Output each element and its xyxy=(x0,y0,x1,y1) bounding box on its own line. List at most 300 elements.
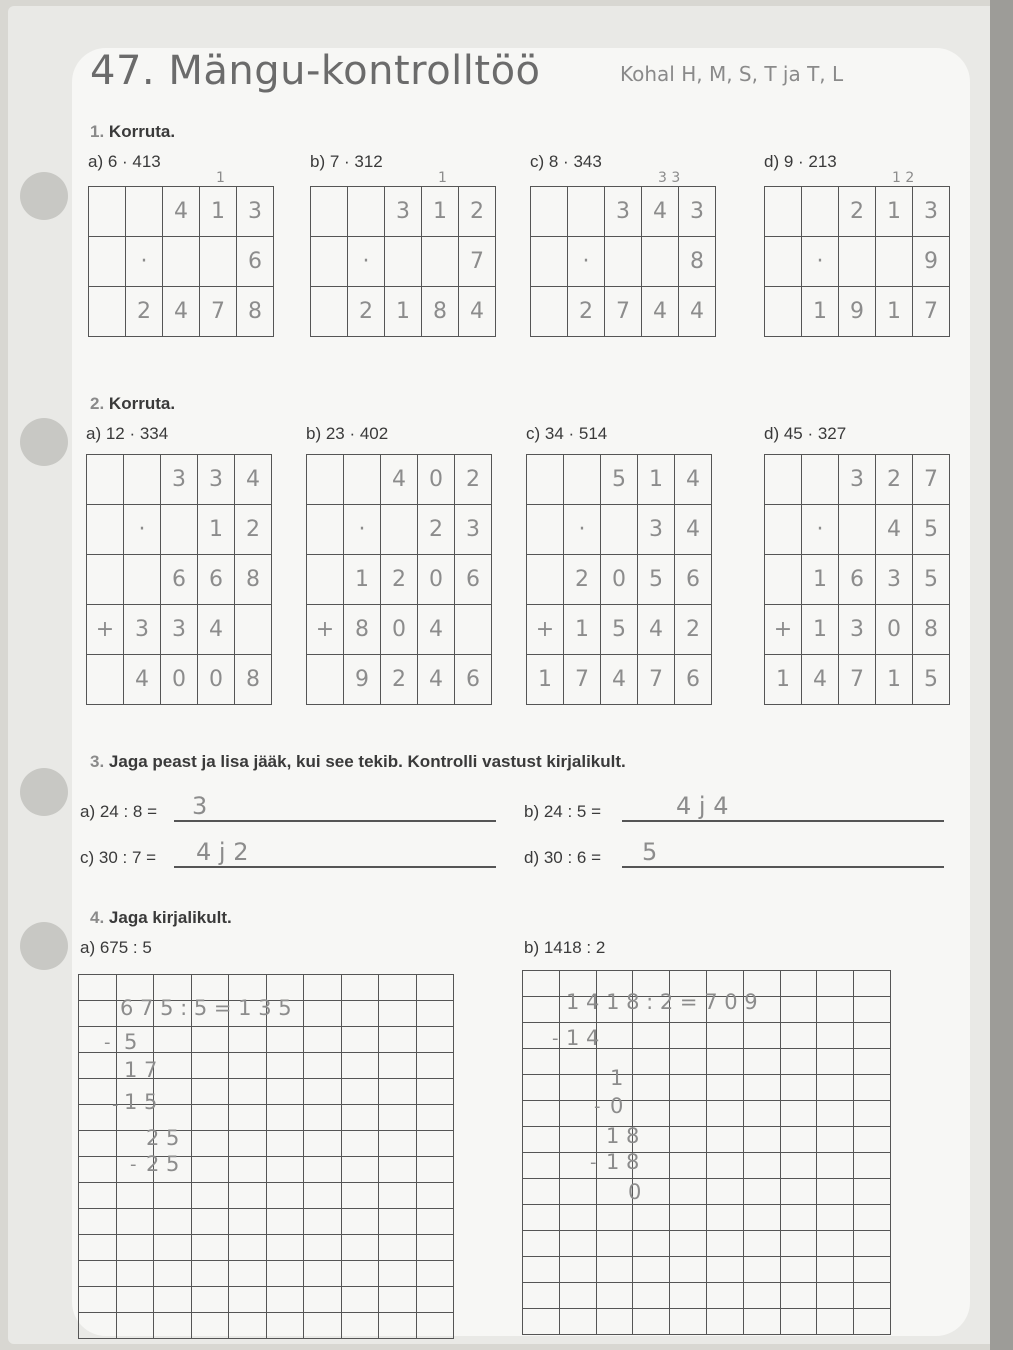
grid-cell xyxy=(124,555,161,605)
division-step-4a: 2 5 xyxy=(146,1126,180,1150)
grid-cell xyxy=(379,1027,417,1053)
grid-cell: 4 xyxy=(459,287,496,337)
grid-cell xyxy=(200,237,237,287)
grid-cell xyxy=(307,555,344,605)
grid-cell xyxy=(126,187,163,237)
grid-cell: 1 xyxy=(527,655,564,705)
minus-sign: - xyxy=(104,1032,111,1053)
grid-cell: 8 xyxy=(913,605,950,655)
grid-cell xyxy=(342,1183,380,1209)
grid-cell xyxy=(417,1053,455,1079)
grid-cell xyxy=(379,1157,417,1183)
grid-cell: + xyxy=(307,605,344,655)
grid-cell xyxy=(560,1205,597,1231)
grid-cell xyxy=(79,1157,117,1183)
grid-cell xyxy=(744,1231,781,1257)
grid-cell: 3 xyxy=(161,455,198,505)
multiplication-grid-2d xyxy=(764,454,950,705)
grid-cell xyxy=(422,237,459,287)
grid-cell xyxy=(527,455,564,505)
grid-cell xyxy=(707,1049,744,1075)
punch-hole xyxy=(20,418,68,466)
grid-cell: 1 xyxy=(385,287,422,337)
grid-cell xyxy=(229,1261,267,1287)
grid-cell xyxy=(379,1235,417,1261)
grid-cell xyxy=(523,997,560,1023)
minus-sign: - xyxy=(590,1152,597,1173)
grid-cell xyxy=(707,1101,744,1127)
grid-cell xyxy=(765,455,802,505)
grid-cell: 7 xyxy=(605,287,642,337)
grid-cell xyxy=(765,505,802,555)
grid-cell xyxy=(802,187,839,237)
grid-cell: 6 xyxy=(198,555,235,605)
grid-cell xyxy=(560,1257,597,1283)
grid-cell xyxy=(523,1153,560,1179)
grid-cell: 1 xyxy=(876,287,913,337)
grid-cell: · xyxy=(564,505,601,555)
grid-cell xyxy=(633,1283,670,1309)
grid-cell xyxy=(304,1235,342,1261)
division-step-4a: 1 5 xyxy=(124,1090,158,1114)
grid-cell xyxy=(379,1079,417,1105)
grid-cell xyxy=(854,1309,891,1335)
grid-cell: 5 xyxy=(913,555,950,605)
multiplication-grid-2c xyxy=(526,454,712,705)
grid-cell xyxy=(802,455,839,505)
grid-cell xyxy=(304,1157,342,1183)
punch-hole xyxy=(20,922,68,970)
grid-cell xyxy=(304,1209,342,1235)
grid-cell xyxy=(670,1101,707,1127)
page-edge xyxy=(990,0,1013,1350)
grid-cell xyxy=(781,997,818,1023)
grid-cell xyxy=(304,1261,342,1287)
section-1-heading: 1. Korruta. xyxy=(90,122,176,141)
grid-cell xyxy=(523,971,560,997)
grid-cell xyxy=(597,1205,634,1231)
minus-sign: - xyxy=(130,1154,137,1175)
grid-cell xyxy=(342,1287,380,1313)
grid-cell xyxy=(229,1209,267,1235)
grid-cell xyxy=(744,1283,781,1309)
grid-cell xyxy=(342,1001,380,1027)
grid-cell xyxy=(854,1257,891,1283)
task-2a-label: a) 12 · 334 xyxy=(86,424,169,443)
grid-cell xyxy=(304,1183,342,1209)
minus-sign: - xyxy=(112,1094,119,1115)
grid-cell: 8 xyxy=(679,237,716,287)
grid-cell xyxy=(707,1179,744,1205)
grid-cell xyxy=(304,1287,342,1313)
grid-cell xyxy=(417,1287,455,1313)
section-4-heading: 4. Jaga kirjalikult. xyxy=(90,908,232,927)
grid-cell xyxy=(633,1075,670,1101)
division-step-4b: 1 4 1 8 : 2 = 7 0 9 xyxy=(566,990,758,1014)
grid-cell: 2 xyxy=(235,505,272,555)
grid-cell: · xyxy=(126,237,163,287)
grid-cell xyxy=(817,997,854,1023)
grid-cell xyxy=(670,1205,707,1231)
grid-cell xyxy=(707,1283,744,1309)
grid-cell xyxy=(523,1101,560,1127)
grid-cell: 7 xyxy=(459,237,496,287)
grid-cell: 7 xyxy=(638,655,675,705)
grid-cell: 1 xyxy=(876,187,913,237)
grid-cell xyxy=(707,1309,744,1335)
grid-cell xyxy=(854,1283,891,1309)
grid-cell xyxy=(781,1231,818,1257)
grid-cell xyxy=(817,971,854,997)
grid-cell xyxy=(154,1183,192,1209)
grid-cell xyxy=(267,1287,305,1313)
grid-cell xyxy=(417,1079,455,1105)
grid-cell: 6 xyxy=(161,555,198,605)
grid-cell: 4 xyxy=(675,505,712,555)
grid-cell xyxy=(163,237,200,287)
grid-cell xyxy=(342,1235,380,1261)
grid-cell: 3 xyxy=(237,187,274,237)
task-2c-label: c) 34 · 514 xyxy=(526,424,608,443)
grid-cell: 7 xyxy=(564,655,601,705)
task-1c-label: c) 8 · 343 xyxy=(530,152,602,171)
grid-cell xyxy=(597,1231,634,1257)
grid-cell xyxy=(79,1131,117,1157)
grid-cell xyxy=(564,455,601,505)
grid-cell xyxy=(117,1235,155,1261)
grid-cell xyxy=(154,1209,192,1235)
grid-cell xyxy=(527,505,564,555)
grid-cell xyxy=(417,1001,455,1027)
grid-cell xyxy=(192,1053,230,1079)
minus-sign: - xyxy=(552,1028,559,1049)
grid-cell xyxy=(854,1205,891,1231)
grid-cell: 4 xyxy=(638,605,675,655)
grid-cell: 9 xyxy=(344,655,381,705)
grid-cell: 1 xyxy=(876,655,913,705)
grid-cell xyxy=(781,1283,818,1309)
grid-cell: 2 xyxy=(381,555,418,605)
carry-mark-1a: 1 xyxy=(216,170,225,186)
grid-cell xyxy=(311,237,348,287)
grid-cell xyxy=(707,1127,744,1153)
grid-cell xyxy=(670,1257,707,1283)
grid-cell xyxy=(817,1153,854,1179)
grid-cell xyxy=(597,1257,634,1283)
grid-cell xyxy=(79,975,117,1001)
grid-cell xyxy=(307,455,344,505)
grid-cell xyxy=(192,1209,230,1235)
grid-cell: 3 xyxy=(679,187,716,237)
grid-cell: 5 xyxy=(913,505,950,555)
grid-cell xyxy=(523,1075,560,1101)
grid-cell: 4 xyxy=(642,187,679,237)
task-4b-label: b) 1418 : 2 xyxy=(524,938,606,957)
division-step-4a: 5 xyxy=(124,1030,138,1054)
grid-cell xyxy=(192,1105,230,1131)
grid-cell xyxy=(79,1053,117,1079)
grid-cell xyxy=(523,1257,560,1283)
grid-cell: 3 xyxy=(605,187,642,237)
grid-cell: 3 xyxy=(198,455,235,505)
grid-cell: 7 xyxy=(913,455,950,505)
division-step-4a: 2 5 xyxy=(146,1152,180,1176)
task-2b-label: b) 23 · 402 xyxy=(306,424,389,443)
task-3a-label: a) 24 : 8 = xyxy=(80,802,158,821)
grid-cell xyxy=(229,1131,267,1157)
grid-cell xyxy=(192,1287,230,1313)
grid-cell: 2 xyxy=(381,655,418,705)
grid-cell xyxy=(560,1101,597,1127)
grid-cell xyxy=(765,555,802,605)
grid-cell xyxy=(605,237,642,287)
carry-mark-1d: 1 2 xyxy=(892,170,915,186)
grid-cell xyxy=(267,1105,305,1131)
grid-cell: 4 xyxy=(675,455,712,505)
grid-cell xyxy=(229,1183,267,1209)
grid-cell xyxy=(348,187,385,237)
task-3b-label: b) 24 : 5 = xyxy=(524,802,602,821)
grid-cell: + xyxy=(87,605,124,655)
grid-cell: 3 xyxy=(839,455,876,505)
carry-mark-1b: 1 xyxy=(438,170,447,186)
grid-cell xyxy=(307,655,344,705)
grid-cell: 4 xyxy=(679,287,716,337)
multiplication-grid-1b xyxy=(310,186,496,337)
grid-cell xyxy=(87,655,124,705)
grid-cell xyxy=(379,1261,417,1287)
grid-cell: 4 xyxy=(418,605,455,655)
answer-3d: 5 xyxy=(642,838,658,866)
grid-cell xyxy=(417,1131,455,1157)
grid-cell xyxy=(192,1261,230,1287)
task-1d-label: d) 9 · 213 xyxy=(764,152,837,171)
grid-cell xyxy=(229,1053,267,1079)
grid-cell xyxy=(342,1209,380,1235)
grid-cell xyxy=(192,1157,230,1183)
grid-cell: 7 xyxy=(200,287,237,337)
division-step-4a: 1 7 xyxy=(124,1058,158,1082)
section-3-heading: 3. Jaga peast ja lisa jääk, kui see tekib. Kontrolli vastust kirjalikult. xyxy=(90,752,626,771)
grid-cell xyxy=(379,1313,417,1339)
grid-cell xyxy=(817,1231,854,1257)
grid-cell xyxy=(304,1079,342,1105)
grid-cell: 2 xyxy=(675,605,712,655)
grid-cell xyxy=(417,1157,455,1183)
grid-cell xyxy=(854,971,891,997)
grid-cell xyxy=(560,1179,597,1205)
grid-cell xyxy=(87,505,124,555)
grid-cell: 3 xyxy=(876,555,913,605)
grid-cell xyxy=(79,1313,117,1339)
multiplication-grid-2b xyxy=(306,454,492,705)
grid-cell: 4 xyxy=(381,455,418,505)
grid-cell: 8 xyxy=(237,287,274,337)
task-1a-label: a) 6 · 413 xyxy=(88,152,161,171)
grid-cell: 4 xyxy=(642,287,679,337)
grid-cell xyxy=(385,237,422,287)
grid-cell xyxy=(707,1231,744,1257)
grid-cell xyxy=(89,237,126,287)
grid-cell xyxy=(417,1027,455,1053)
grid-cell xyxy=(781,1127,818,1153)
grid-cell xyxy=(560,1127,597,1153)
grid-cell: 5 xyxy=(601,605,638,655)
grid-cell xyxy=(670,1127,707,1153)
grid-cell: 2 xyxy=(418,505,455,555)
answer-3b: 4 j 4 xyxy=(676,792,729,820)
grid-cell: 6 xyxy=(237,237,274,287)
grid-cell: 3 xyxy=(638,505,675,555)
handwritten-attendance-note: Kohal H, M, S, T ja T, L xyxy=(620,62,844,86)
grid-cell xyxy=(267,1183,305,1209)
grid-cell xyxy=(633,1205,670,1231)
grid-cell xyxy=(531,187,568,237)
grid-cell xyxy=(79,1027,117,1053)
grid-cell xyxy=(455,605,492,655)
grid-cell xyxy=(523,1309,560,1335)
grid-cell: 4 xyxy=(235,455,272,505)
grid-cell xyxy=(707,1075,744,1101)
grid-cell xyxy=(342,1105,380,1131)
grid-cell xyxy=(817,1257,854,1283)
grid-cell xyxy=(304,1131,342,1157)
grid-cell xyxy=(523,1283,560,1309)
grid-cell xyxy=(192,1235,230,1261)
grid-cell xyxy=(817,1179,854,1205)
division-step-4b: 0 xyxy=(610,1094,624,1118)
grid-cell xyxy=(379,1287,417,1313)
grid-cell xyxy=(781,1049,818,1075)
grid-cell xyxy=(781,971,818,997)
grid-cell xyxy=(854,1127,891,1153)
grid-cell xyxy=(817,1283,854,1309)
division-step-4b: 0 xyxy=(628,1180,642,1204)
grid-cell xyxy=(87,555,124,605)
grid-cell: 1 xyxy=(638,455,675,505)
answer-line-3a xyxy=(174,820,496,822)
grid-cell xyxy=(304,975,342,1001)
grid-cell xyxy=(876,237,913,287)
grid-cell xyxy=(854,1075,891,1101)
grid-cell xyxy=(707,1205,744,1231)
grid-cell xyxy=(307,505,344,555)
grid-cell xyxy=(267,1131,305,1157)
grid-cell xyxy=(707,1023,744,1049)
grid-cell xyxy=(523,1049,560,1075)
grid-cell xyxy=(523,1127,560,1153)
grid-cell: + xyxy=(527,605,564,655)
grid-cell xyxy=(342,1053,380,1079)
grid-cell xyxy=(597,1309,634,1335)
grid-cell xyxy=(192,1131,230,1157)
grid-cell xyxy=(229,1079,267,1105)
grid-cell xyxy=(597,1283,634,1309)
grid-cell: 1 xyxy=(802,555,839,605)
grid-cell xyxy=(117,1209,155,1235)
grid-cell: 2 xyxy=(459,187,496,237)
grid-cell: 0 xyxy=(381,605,418,655)
grid-cell xyxy=(670,1075,707,1101)
grid-cell xyxy=(304,1105,342,1131)
answer-line-3b xyxy=(622,820,944,822)
grid-cell xyxy=(235,605,272,655)
answer-line-3c xyxy=(174,866,496,868)
grid-cell xyxy=(154,1053,192,1079)
grid-cell: 4 xyxy=(163,187,200,237)
grid-cell xyxy=(267,1235,305,1261)
grid-cell xyxy=(670,1283,707,1309)
grid-cell xyxy=(311,187,348,237)
grid-cell xyxy=(417,1105,455,1131)
grid-cell xyxy=(417,1209,455,1235)
grid-cell xyxy=(117,1183,155,1209)
grid-cell xyxy=(839,505,876,555)
grid-cell xyxy=(560,1231,597,1257)
grid-cell: 9 xyxy=(913,237,950,287)
grid-cell: · xyxy=(802,237,839,287)
grid-cell: 3 xyxy=(385,187,422,237)
grid-cell: 5 xyxy=(638,555,675,605)
grid-cell: 1 xyxy=(802,287,839,337)
grid-cell xyxy=(744,1309,781,1335)
answer-3a: 3 xyxy=(192,792,208,820)
grid-cell xyxy=(79,1261,117,1287)
grid-cell xyxy=(304,1027,342,1053)
division-step-4b: 1 8 xyxy=(606,1150,640,1174)
grid-cell: 8 xyxy=(344,605,381,655)
grid-cell xyxy=(670,1023,707,1049)
grid-cell xyxy=(817,1127,854,1153)
grid-cell xyxy=(379,1209,417,1235)
grid-cell xyxy=(633,1231,670,1257)
punch-hole xyxy=(20,768,68,816)
grid-cell xyxy=(192,1079,230,1105)
grid-cell xyxy=(192,1027,230,1053)
grid-cell xyxy=(229,1105,267,1131)
grid-cell: 9 xyxy=(839,287,876,337)
multiplication-grid-1a xyxy=(88,186,274,337)
grid-cell xyxy=(854,1049,891,1075)
grid-cell xyxy=(633,1023,670,1049)
grid-cell xyxy=(161,505,198,555)
grid-cell xyxy=(744,1049,781,1075)
grid-cell xyxy=(854,997,891,1023)
grid-cell: 1 xyxy=(200,187,237,237)
grid-cell xyxy=(854,1179,891,1205)
grid-cell xyxy=(304,1053,342,1079)
grid-cell xyxy=(87,455,124,505)
grid-cell xyxy=(854,1231,891,1257)
grid-cell xyxy=(765,237,802,287)
grid-cell xyxy=(417,1313,455,1339)
grid-cell: 0 xyxy=(418,555,455,605)
grid-cell xyxy=(79,1235,117,1261)
page-title: 47. Mängu-kontrolltöö xyxy=(90,48,541,94)
grid-cell: 3 xyxy=(124,605,161,655)
grid-cell xyxy=(854,1153,891,1179)
grid-cell xyxy=(670,1153,707,1179)
grid-cell xyxy=(379,975,417,1001)
carry-mark-1c: 3 3 xyxy=(658,170,681,186)
grid-cell xyxy=(79,1287,117,1313)
grid-cell: 5 xyxy=(913,655,950,705)
grid-cell xyxy=(379,1183,417,1209)
grid-cell xyxy=(523,1179,560,1205)
grid-cell xyxy=(560,1075,597,1101)
grid-cell: · xyxy=(124,505,161,555)
grid-cell xyxy=(817,1309,854,1335)
